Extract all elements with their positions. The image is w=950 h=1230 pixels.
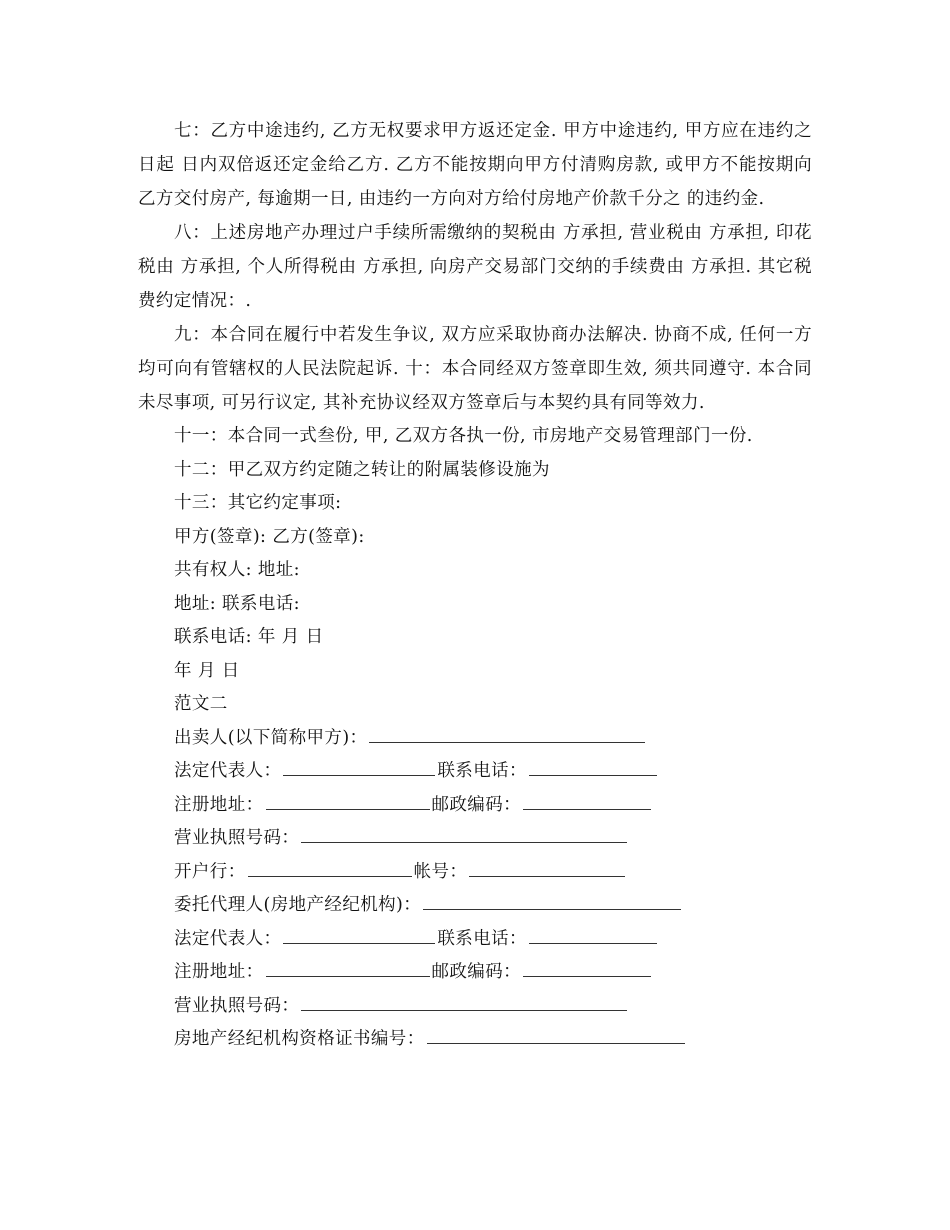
agent-label: 委托代理人(房地产经纪机构)： <box>174 895 422 915</box>
legal-rep-blank-2[interactable] <box>283 923 435 944</box>
seller-blank[interactable] <box>369 722 645 743</box>
reg-address-blank-2[interactable] <box>266 956 430 977</box>
license-blank-2[interactable] <box>301 990 627 1011</box>
contact-phone-label-2: 联系电话： <box>437 928 527 949</box>
postal-code-label-1: 邮政编码： <box>431 794 521 815</box>
document-page <box>138 114 812 1057</box>
postal-code-label-2: 邮政编码： <box>431 962 521 982</box>
cert-number-label: 房地产经纪机构资格证书编号： <box>174 1029 425 1049</box>
reg-address-label-2: 注册地址： <box>174 962 264 982</box>
clause-7: 七：乙方中途违约, 乙方无权要求甲方返还定金. 甲方中途违约, 甲方应在违约之日起 日内双倍返还定金给乙方. 乙方不能按期向甲方付清购房款, 或甲方不能按期向乙方交付房产, 每逾期一日, 由违约一方向对方给付房地产价款千分之 的违约金. <box>138 121 812 209</box>
contact-phone-blank-1[interactable] <box>529 755 657 776</box>
cert-number-blank[interactable] <box>427 1023 685 1044</box>
date-line: 年 月 日 <box>174 660 240 681</box>
bank-row <box>138 856 812 890</box>
legal-rep-label-2: 法定代表人： <box>174 928 282 949</box>
license-label-1: 营业执照号码： <box>174 828 300 848</box>
bank-label: 开户行： <box>174 861 246 882</box>
postal-code-blank-2[interactable] <box>523 956 651 977</box>
signature-line: 甲方(签章): 乙方(签章): <box>174 526 365 547</box>
postal-code-blank-1[interactable] <box>523 789 651 810</box>
contact-phone-label-1: 联系电话： <box>437 761 527 781</box>
account-blank[interactable] <box>469 856 625 877</box>
bank-blank[interactable] <box>248 856 412 877</box>
reg-address-blank-1[interactable] <box>266 789 430 810</box>
seller-row <box>138 722 812 756</box>
agent-row <box>138 889 812 923</box>
cert-number-row <box>138 1023 812 1057</box>
clause-9-10: 九：本合同在履行中若发生争议, 双方应采取协商办法解决. 协商不成, 任何一方均可向有管辖权的人民法院起诉. 十：本合同经双方签章即生效, 须共同遵守. 本合同未尽事项, 可另行议定, 其补充协议经双方签章后与本契约具有同等效力. <box>138 325 812 413</box>
license-row-1 <box>138 822 812 856</box>
agent-blank[interactable] <box>423 889 681 910</box>
phone-date-line: 联系电话: 年 月 日 <box>174 627 324 647</box>
legal-rep-blank-1[interactable] <box>283 755 435 776</box>
reg-address-row-2 <box>138 956 812 990</box>
legal-rep-label-1: 法定代表人： <box>174 761 282 781</box>
reg-address-row-1 <box>138 789 812 823</box>
contact-phone-blank-2[interactable] <box>529 923 657 944</box>
reg-address-label-1: 注册地址： <box>174 794 264 815</box>
license-row-2 <box>138 990 812 1024</box>
clause-13: 十三：其它约定事项: <box>174 493 342 513</box>
address-line: 地址: 联系电话: <box>174 593 300 614</box>
clause-8: 八：上述房地产办理过户手续所需缴纳的契税由 方承担, 营业税由 方承担, 印花税由 方承担, 个人所得税由 方承担, 向房产交易部门交纳的手续费由 方承担. 其它税费约定情况：. <box>138 223 812 311</box>
co-owner-line: 共有权人: 地址: <box>174 560 300 580</box>
account-label: 帐号： <box>413 861 468 882</box>
clause-11: 十一：本合同一式叁份, 甲, 乙双方各执一份, 市房地产交易管理部门一份. <box>174 426 753 446</box>
seller-label: 出卖人(以下简称甲方)： <box>174 727 368 748</box>
legal-rep-row-1 <box>138 755 812 789</box>
license-blank-1[interactable] <box>301 822 627 843</box>
sample-two-heading: 范文二 <box>174 694 228 714</box>
license-label-2: 营业执照号码： <box>174 995 300 1016</box>
clause-12: 十二：甲乙双方约定随之转让的附属装修设施为 <box>174 459 550 480</box>
legal-rep-row-2 <box>138 923 812 957</box>
